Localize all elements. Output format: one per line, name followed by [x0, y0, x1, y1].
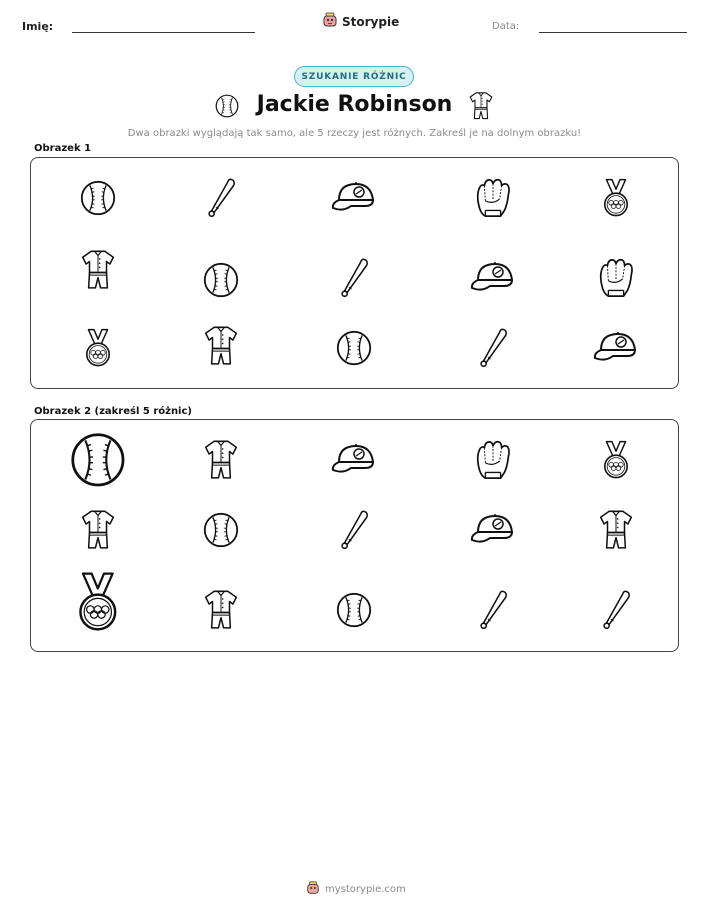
uniform-icon[interactable] — [599, 507, 633, 553]
medal-icon — [82, 326, 114, 370]
date-line — [539, 32, 687, 33]
page-title: Jackie Robinson — [256, 92, 453, 117]
bat-icon[interactable] — [337, 508, 371, 552]
picture-1-label: Obrazek 1 — [34, 143, 92, 154]
picture-1-frame — [30, 157, 679, 389]
instructions: Dwa obrazki wyglądają tak samo, ale 5 rzeczy jest różnych. Zakreśl je na dolnym obrazku! — [127, 128, 582, 139]
uniform-icon — [204, 323, 238, 369]
bat-icon[interactable] — [599, 588, 633, 632]
storypie-logo — [322, 12, 399, 32]
storypie-mascot-icon — [322, 12, 338, 32]
medal-icon[interactable] — [73, 568, 123, 636]
uniform-icon[interactable] — [81, 507, 115, 553]
cap-icon[interactable] — [329, 440, 379, 480]
glove-icon — [595, 256, 637, 300]
bat-icon — [337, 256, 371, 300]
name-line — [72, 32, 255, 33]
footer-url: mystorypie.com — [325, 884, 406, 895]
worksheet-type-badge: SZUKANIE RÓŻNIC — [294, 66, 414, 87]
name-label: Imię: — [22, 20, 54, 33]
medal-icon — [600, 176, 632, 220]
bat-icon — [204, 176, 238, 220]
glove-icon[interactable] — [472, 438, 514, 482]
cap-icon[interactable] — [468, 510, 518, 550]
uniform-icon[interactable] — [204, 587, 238, 633]
cap-icon — [591, 328, 641, 368]
cap-icon — [329, 178, 379, 218]
ball-icon[interactable] — [336, 592, 372, 628]
date-label: Data: — [492, 21, 520, 32]
ball-icon — [203, 262, 239, 298]
storypie-mascot-icon — [306, 880, 320, 899]
logo-text: Storypie — [342, 15, 400, 29]
picture-2-frame[interactable] — [30, 419, 679, 652]
uniform-icon — [81, 247, 115, 293]
medal-icon[interactable] — [600, 438, 632, 482]
picture-2-label: Obrazek 2 (zakreśl 5 różnic) — [34, 406, 192, 417]
ball-icon — [80, 180, 116, 216]
ball-icon[interactable] — [70, 432, 126, 488]
footer — [306, 880, 406, 899]
ball-icon — [336, 330, 372, 366]
bat-icon[interactable] — [476, 588, 510, 632]
cap-icon — [468, 258, 518, 298]
uniform-icon[interactable] — [204, 437, 238, 483]
glove-icon — [472, 176, 514, 220]
uniform-icon — [469, 91, 493, 121]
ball-icon[interactable] — [203, 512, 239, 548]
bat-icon — [476, 326, 510, 370]
